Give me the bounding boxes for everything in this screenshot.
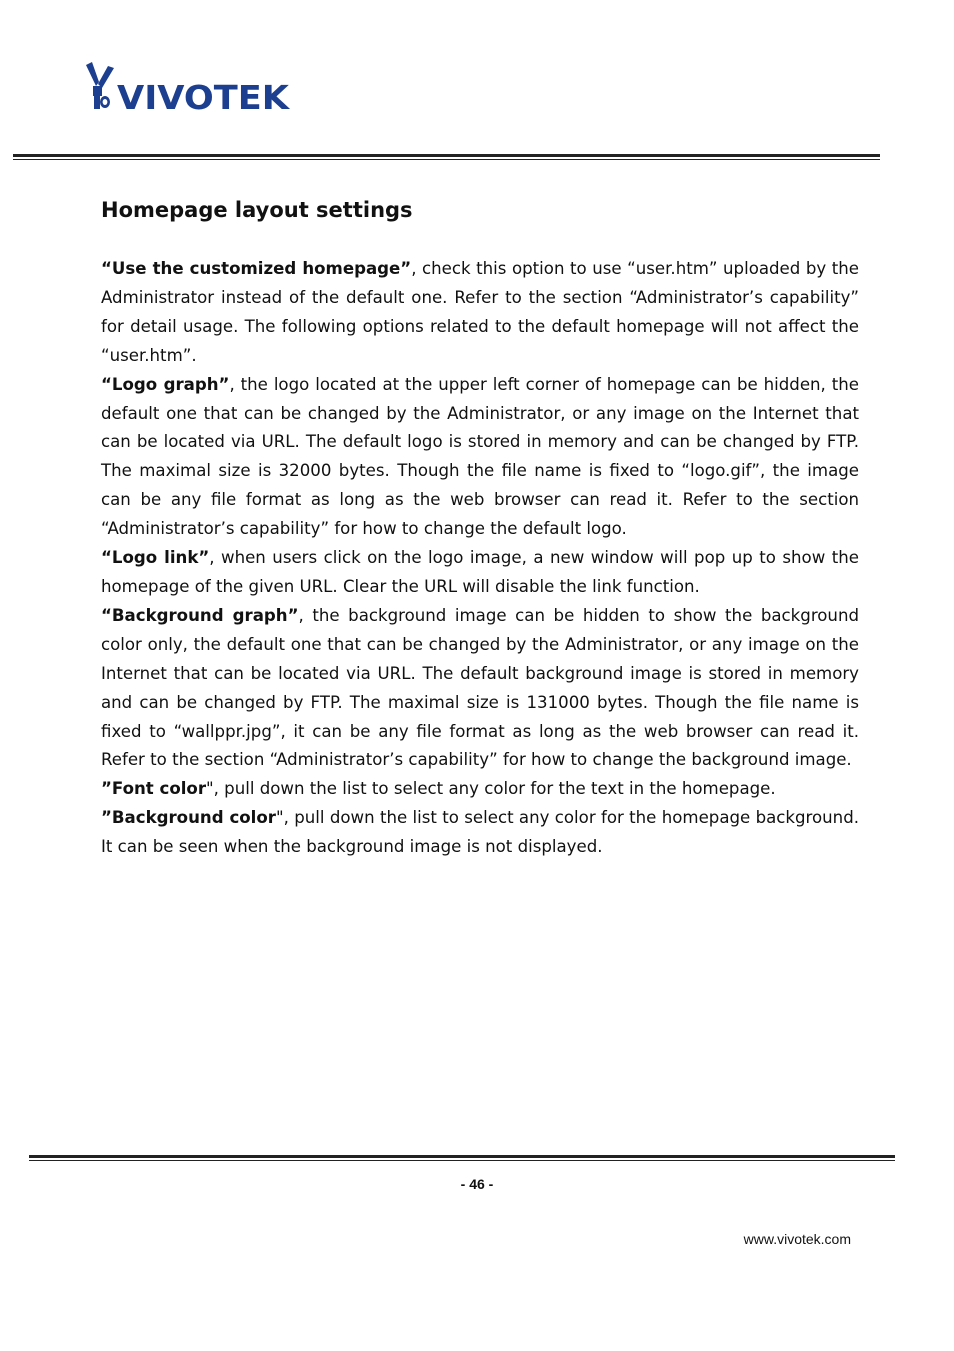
term-description: ", pull down the list to select any color for the homepage background. It can be seen when the background image is not displayed. bbox=[101, 808, 859, 857]
term-label: “Logo link” bbox=[101, 548, 210, 568]
paragraph-logo-link bbox=[101, 544, 859, 602]
page-number: - 46 - bbox=[460, 1176, 494, 1192]
term-description: , the logo located at the upper left corner of homepage can be hidden, the default one that can be changed by the Administrator, or any image on the Internet that can be located via URL. The default logo is stored in memory and can be changed by FTP. The maximal size is 32000 bytes. Though the file name is fixed to “logo.gif”, the image can be any file format as long as the web browser can read it. Refer to the section “Administrator’s capability” for how to change the default logo. bbox=[101, 374, 859, 539]
term-description: , the background image can be hidden to show the background color only, the default one that can be changed by the Administrator, or any image on the Internet that can be located via URL. The default background image is stored in memory and can be changed by FTP. The maximal size is 131000 bytes. Though the file name is fixed to “wallppr.jpg”, it can be any file format as long as the web browser can read it. Refer to the section “Administrator’s capability” for how to change the background image. bbox=[101, 605, 859, 770]
paragraph-background-graph bbox=[101, 602, 859, 775]
paragraph-font-color bbox=[101, 775, 859, 804]
term-label: ”Font color bbox=[101, 779, 206, 799]
term-label: ”Background color bbox=[101, 808, 276, 828]
header-divider bbox=[13, 154, 880, 160]
term-description: , when users click on the logo image, a new window will pop up to show the homepage of the given URL. Clear the URL will disable the link function. bbox=[101, 548, 859, 596]
svg-text:VIVOTEK: VIVOTEK bbox=[117, 78, 291, 114]
paragraph-logo-graph bbox=[101, 371, 859, 544]
term-label: “Logo graph” bbox=[101, 374, 230, 394]
term-label: “Use the customized homepage” bbox=[101, 259, 412, 278]
vivotek-logo bbox=[84, 62, 294, 114]
footer-divider bbox=[29, 1155, 895, 1161]
paragraph-customized-homepage bbox=[101, 255, 859, 371]
website-url: www.vivotek.com bbox=[743, 1231, 851, 1247]
section-title: Homepage layout settings bbox=[101, 198, 413, 222]
term-label: “Background graph” bbox=[101, 605, 299, 625]
paragraph-background-color bbox=[101, 804, 859, 862]
term-description: ", pull down the list to select any color for the text in the homepage. bbox=[206, 779, 776, 799]
term-description: , check this option to use “user.htm” uploaded by the Administrator instead of the default one. Refer to the section “Administrator’s capability” for detail usage. The following options related to the default homepage will not affect the “user.htm”. bbox=[101, 259, 859, 365]
section-body bbox=[101, 255, 859, 862]
